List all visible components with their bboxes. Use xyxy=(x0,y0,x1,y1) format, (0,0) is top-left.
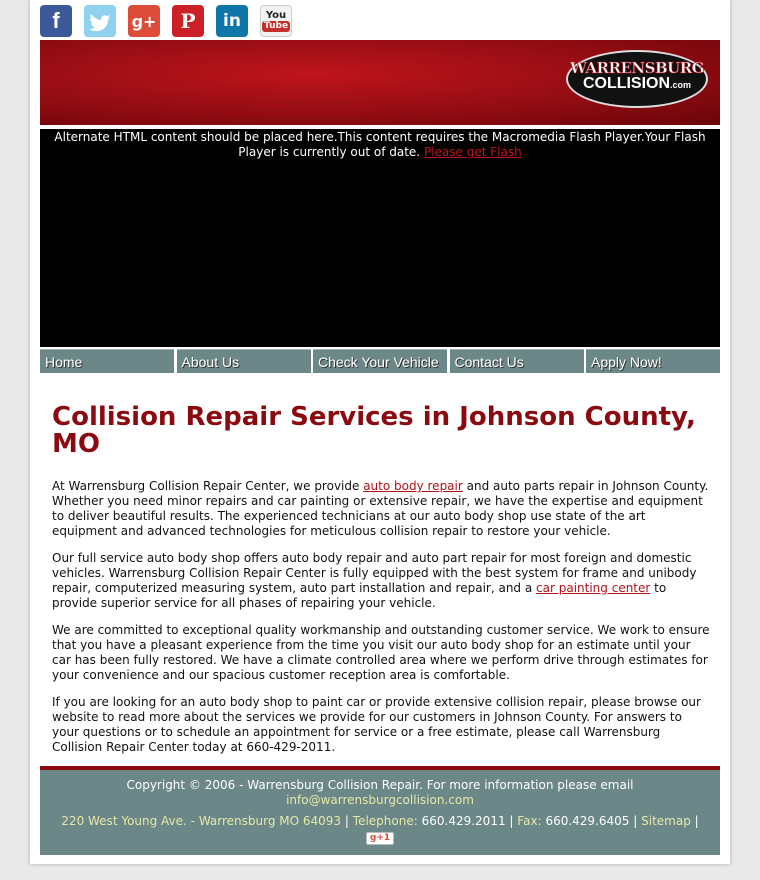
logo-tld: .com xyxy=(670,80,692,90)
p1-text-b: and auto parts repair in Johnson County. Whether you need minor repairs and car painting or extensive repair, we have the expertise and equipment to deliver beautiful results. The experienced technicians at our auto body shop use state of the art equipment and advanced technologies for meticulous collision repair to restore your vehicle. xyxy=(52,479,709,538)
copyright-text: Copyright © 2006 - Warrensburg Collision Repair. For more information please email xyxy=(126,778,634,792)
twitter-icon[interactable] xyxy=(84,5,116,37)
get-flash-link[interactable]: Please get Flash xyxy=(423,145,522,159)
linkedin-glyph: in xyxy=(223,11,241,31)
page-title: Collision Repair Services in Johnson County, MO xyxy=(52,402,696,459)
nav-apply-now[interactable]: Apply Now! xyxy=(586,349,720,373)
page xyxy=(30,0,730,864)
main-nav xyxy=(40,349,720,373)
address-text: 220 West Young Ave. - Warrensburg MO 64093 xyxy=(61,814,342,828)
facebook-icon[interactable] xyxy=(40,5,72,37)
pinterest-icon[interactable] xyxy=(172,5,204,37)
footer-copyright xyxy=(40,770,720,808)
nav-home[interactable]: Home xyxy=(40,349,174,373)
separator: | xyxy=(509,814,514,828)
email-link[interactable]: info@warrensburgcollision.com xyxy=(286,793,474,807)
flash-message: Alternate HTML content should be placed here.This content requires the Macromedia Flash Player.Your Flash Player is currently out of date. xyxy=(54,130,706,159)
youtube-glyph-top: You xyxy=(265,10,287,21)
pinterest-glyph: P xyxy=(180,9,196,33)
car-painting-center-link[interactable]: car painting center xyxy=(536,581,651,595)
paragraph-1 xyxy=(52,479,712,539)
youtube-icon[interactable] xyxy=(260,5,292,37)
gplus-one-label: g+1 xyxy=(369,833,391,843)
paragraph-4: If you are looking for an auto body shop to paint car or provide extensive collision repair, please browse our website to read more about the services we provide for our customers in Johnson County. For answers to your questions or to schedule an appointment for service or a free estimate, please call Warrensburg Collision Repair Center today at 660-429-2011. xyxy=(52,695,701,754)
p1-text-a: At Warrensburg Collision Repair Center, we provide xyxy=(52,479,364,493)
google-plus-one-button[interactable] xyxy=(366,832,394,845)
fax-label: Fax: xyxy=(517,814,542,828)
nav-about-us[interactable]: About Us xyxy=(177,349,311,373)
google-plus-icon[interactable] xyxy=(128,5,160,37)
nav-contact-us[interactable]: Contact Us xyxy=(450,349,584,373)
linkedin-icon[interactable] xyxy=(216,5,248,37)
twitter-bird-icon xyxy=(88,10,112,32)
separator: | xyxy=(633,814,638,828)
content-body xyxy=(52,479,712,767)
logo-line2 xyxy=(568,75,706,93)
separator: | xyxy=(344,814,349,828)
auto-body-repair-link[interactable]: auto body repair xyxy=(363,479,463,493)
fax-number: 660.429.6405 xyxy=(545,814,630,828)
separator: | xyxy=(694,814,699,828)
footer xyxy=(40,770,720,855)
google-plus-glyph: g+ xyxy=(131,11,157,31)
site-logo[interactable] xyxy=(566,50,708,108)
logo-collision: COLLISION xyxy=(582,75,671,92)
p2-text-a: Our full service auto body shop offers auto body repair and auto part repair for most foreign and domestic vehicles. Warrensburg Collision Repair Center is fully equipped with the best system for frame and unibody repair, computerized measuring system, auto part installation and repair, and a xyxy=(52,551,697,595)
header-banner xyxy=(40,40,720,125)
flash-placeholder xyxy=(40,129,720,347)
youtube-glyph-bottom: Tube xyxy=(263,21,289,31)
paragraph-2 xyxy=(52,551,712,611)
paragraph-3: We are committed to exceptional quality workmanship and outstanding customer service. We work to ensure that you have a pleasant experience from the time you visit our auto body shop for an estimate until your car has been fully restored. We have a climate controlled area where we perform drive through estimates for your convenience and our spacious customer reception area is comfortable. xyxy=(52,623,710,682)
telephone-label: Telephone: xyxy=(352,814,418,828)
footer-contact xyxy=(40,814,720,845)
facebook-glyph: f xyxy=(52,8,60,33)
telephone-number: 660.429.2011 xyxy=(421,814,506,828)
nav-check-your-vehicle[interactable]: Check Your Vehicle xyxy=(313,349,447,373)
sitemap-link[interactable]: Sitemap xyxy=(641,814,691,828)
logo-line1: WARRENSBURG xyxy=(570,59,704,77)
p2-text-b: to provide superior service for all phases of repairing your vehicle. xyxy=(52,581,667,610)
